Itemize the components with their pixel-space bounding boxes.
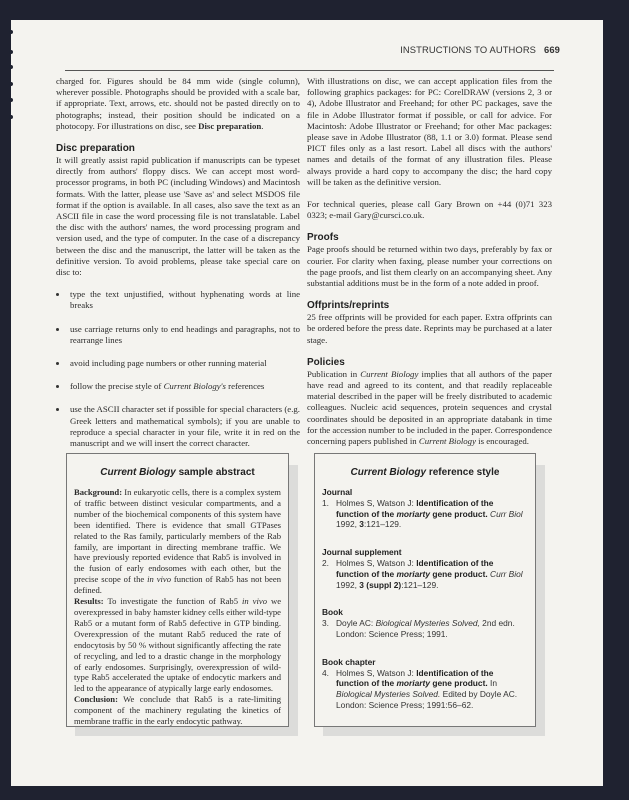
section-heading-proofs: Proofs bbox=[307, 232, 339, 244]
abstract-results: Results: To investigate the function of Rab5 in vivo we overexpressed in baby hamster kidney cells either wild-type Rab5 or a mutant form of Rab5 defective in GTP binding. Overexpression of the mutant Rab5 reduced the rate of endocytosis by 50 % without significantly affecting the rate of recycling, and led to a drastic change in the morphology of early endosomes. Surprisingly, overexpression of wild-type Rab5 accelerated the uptake of endocytic markers and led to the appearance of atypically large early endosomes. bbox=[74, 596, 282, 694]
bullet-icon bbox=[56, 385, 59, 388]
binding-hole bbox=[9, 82, 13, 86]
list-item: use the ASCII character set if possible for special characters (e.g. Greek letters and mathematical symbols); if you are unable to reproduce a special character in your file, write it in red on the manuscript and we will insert the correct character. bbox=[56, 404, 300, 449]
illustrations-paragraph: With illustrations on disc, we can accept application files from the following graphics packages: for PC: CorelDRAW (versions 2, 3 or 4), Adobe Illustrator and Freehand; for other PC packages, save the file in Adobe Illustrator format if possible, or call for advice. For Macintosh: Adobe Illustrator or Freehand; for other Mac packages: please save in Adobe Illustrator (88, 1.1 or 3.0) format. Please send PICT files only as a last resort. Label all discs with the authors' names and details of the format of any illustration files. Please always provide a hard copy to accompany the disc; the hard copy will be taken as the definitive version. bbox=[307, 76, 552, 187]
page-number: 669 bbox=[544, 44, 560, 55]
offprints-paragraph: 25 free offprints will be provided for each paper. Extra offprints can be ordered before the press date. Reprints may be purchased at a later stage. bbox=[307, 312, 552, 345]
binding-hole bbox=[9, 65, 13, 69]
bullet-icon bbox=[56, 293, 59, 296]
disc-preparation-crossref: Disc preparation bbox=[198, 120, 262, 131]
list-item: type the text unjustified, without hyphenating words at line breaks bbox=[56, 289, 300, 311]
bullet-icon bbox=[56, 408, 59, 411]
right-column bbox=[307, 76, 552, 458]
section-heading-policies: Policies bbox=[307, 356, 345, 368]
policies-paragraph: Publication in Current Biology implies that all authors of the paper have read and agreed to its content, and that readily replaceable material described in the paper will be freely distributed to academic colleagues. Nucleic acid sequences, protein sequences and crystal coordinates should be deposited in an appropriate databank in time for the accession number to be included in the paper. Correspondence concerning papers published in Current Biology is encouraged. bbox=[307, 368, 553, 447]
technical-queries-paragraph: For technical queries, please call Gary Brown on +44 (0)71 323 0323; e-mail Gary@cursci.co.uk. bbox=[307, 199, 552, 221]
proofs-paragraph: Page proofs should be returned within two days, preferably by fax or courier. For clarity when faxing, please number your corrections on the page proofs, and list them clearly on an accompanying sheet. Any substantial additions must be in the form of a note added in proof. bbox=[307, 244, 552, 289]
binding-hole bbox=[9, 115, 13, 119]
reference-category: Book chapter bbox=[322, 656, 376, 667]
journal-page bbox=[11, 20, 603, 786]
reference-group-journal bbox=[322, 487, 528, 530]
reference-style-box bbox=[314, 453, 536, 727]
sample-abstract-title: Current Biology sample abstract bbox=[100, 467, 255, 478]
list-item: avoid including page numbers or other running material bbox=[56, 358, 300, 369]
section-heading-disc-preparation: Disc preparation bbox=[56, 143, 135, 155]
reference-entry: 1. Holmes S, Watson J: Identification of the function of the moriarty gene product. Curr Biol 1992, 3:121–129. bbox=[322, 497, 523, 530]
sample-abstract-body bbox=[74, 487, 281, 727]
running-head bbox=[400, 44, 560, 55]
abstract-conclusion: Conclusion: We conclude that Rab5 is a rate-limiting component of the machinery regulating the kinetics of membrane traffic in the early endocytic pathway. bbox=[74, 694, 281, 727]
header-rule bbox=[65, 70, 554, 71]
abstract-background: Background: In eukaryotic cells, there is a complex system of traffic between distinct vesicular compartments, and a number of the biochemical components of this system have been identified. There is evidence that small GTPases related to the Ras family, particularly members of the Rab family, are important in directing membrane traffic. We have previously reported evidence that Rab5 is involved in the fusion of early endosomes with each other, but the precise scope of the in vivo function of Rab5 has not been defined. bbox=[74, 487, 281, 596]
list-item: use carriage returns only to end headings and paragraphs, not to rearrange lines bbox=[56, 324, 300, 346]
binding-hole bbox=[9, 98, 13, 102]
reference-group-book-chapter bbox=[322, 657, 528, 711]
disc-preparation-paragraph: It will greatly assist rapid publication if manuscripts can be typeset directly from authors' floppy discs. We can accept most word-processor programs, in both PC (including Windows) and Macintosh formats. With the latter, please use 'Save as' and select MSDOS file format if the option is available. In all cases, also save the text as an ASCII file in case the word processing file is not translatable. Label the disc with the authors' names, the word processing program and version used, and the type of computer. In the case of a discrepancy between the disc and the manuscript, the latter will be taken as the definitive version. To avoid problems, please take special care on disc to: bbox=[56, 155, 300, 278]
reference-entry: 4. Holmes S, Watson J: Identification of the function of the moriarty gene product. In Biological Mysteries Solved. Edited by Doyle AC. London: Science Press; 1991:56–62. bbox=[322, 667, 518, 710]
figures-paragraph: charged for. Figures should be 84 mm wide (single column), wherever possible. Photographs should be provided with a scale bar, if appropriate. Text, arrows, etc. should not be pasted directly on to photographs; instead, their position should be indicated on a photocopy. For illustrations on disc, see Disc preparation. bbox=[56, 76, 300, 131]
bullet-icon bbox=[56, 328, 59, 331]
list-item: follow the precise style of Current Biology's references bbox=[56, 381, 300, 392]
reference-entry: 3. Doyle AC: Biological Mysteries Solved, 2nd edn. London: Science Press; 1991. bbox=[322, 618, 515, 639]
reference-list bbox=[322, 487, 528, 711]
reference-category: Journal bbox=[322, 487, 353, 497]
running-head-title: INSTRUCTIONS TO AUTHORS bbox=[400, 44, 537, 55]
reference-group-journal-supplement bbox=[322, 547, 528, 590]
section-heading-offprints: Offprints/reprints bbox=[307, 300, 390, 312]
sample-abstract-box bbox=[66, 453, 289, 727]
left-column bbox=[56, 76, 300, 461]
reference-category: Book bbox=[322, 607, 343, 618]
reference-group-book bbox=[322, 607, 528, 639]
reference-entry: 2. Holmes S, Watson J: Identification of the function of the moriarty gene product. Curr Biol 1992, 3 (suppl 2):121–129. bbox=[322, 557, 523, 590]
binding-hole bbox=[9, 30, 13, 34]
binding-hole bbox=[9, 50, 13, 54]
reference-style-title: Current Biology reference style bbox=[350, 467, 500, 478]
reference-category: Journal supplement bbox=[322, 547, 402, 558]
disc-guidelines-list bbox=[56, 289, 300, 449]
bullet-icon bbox=[56, 362, 59, 365]
